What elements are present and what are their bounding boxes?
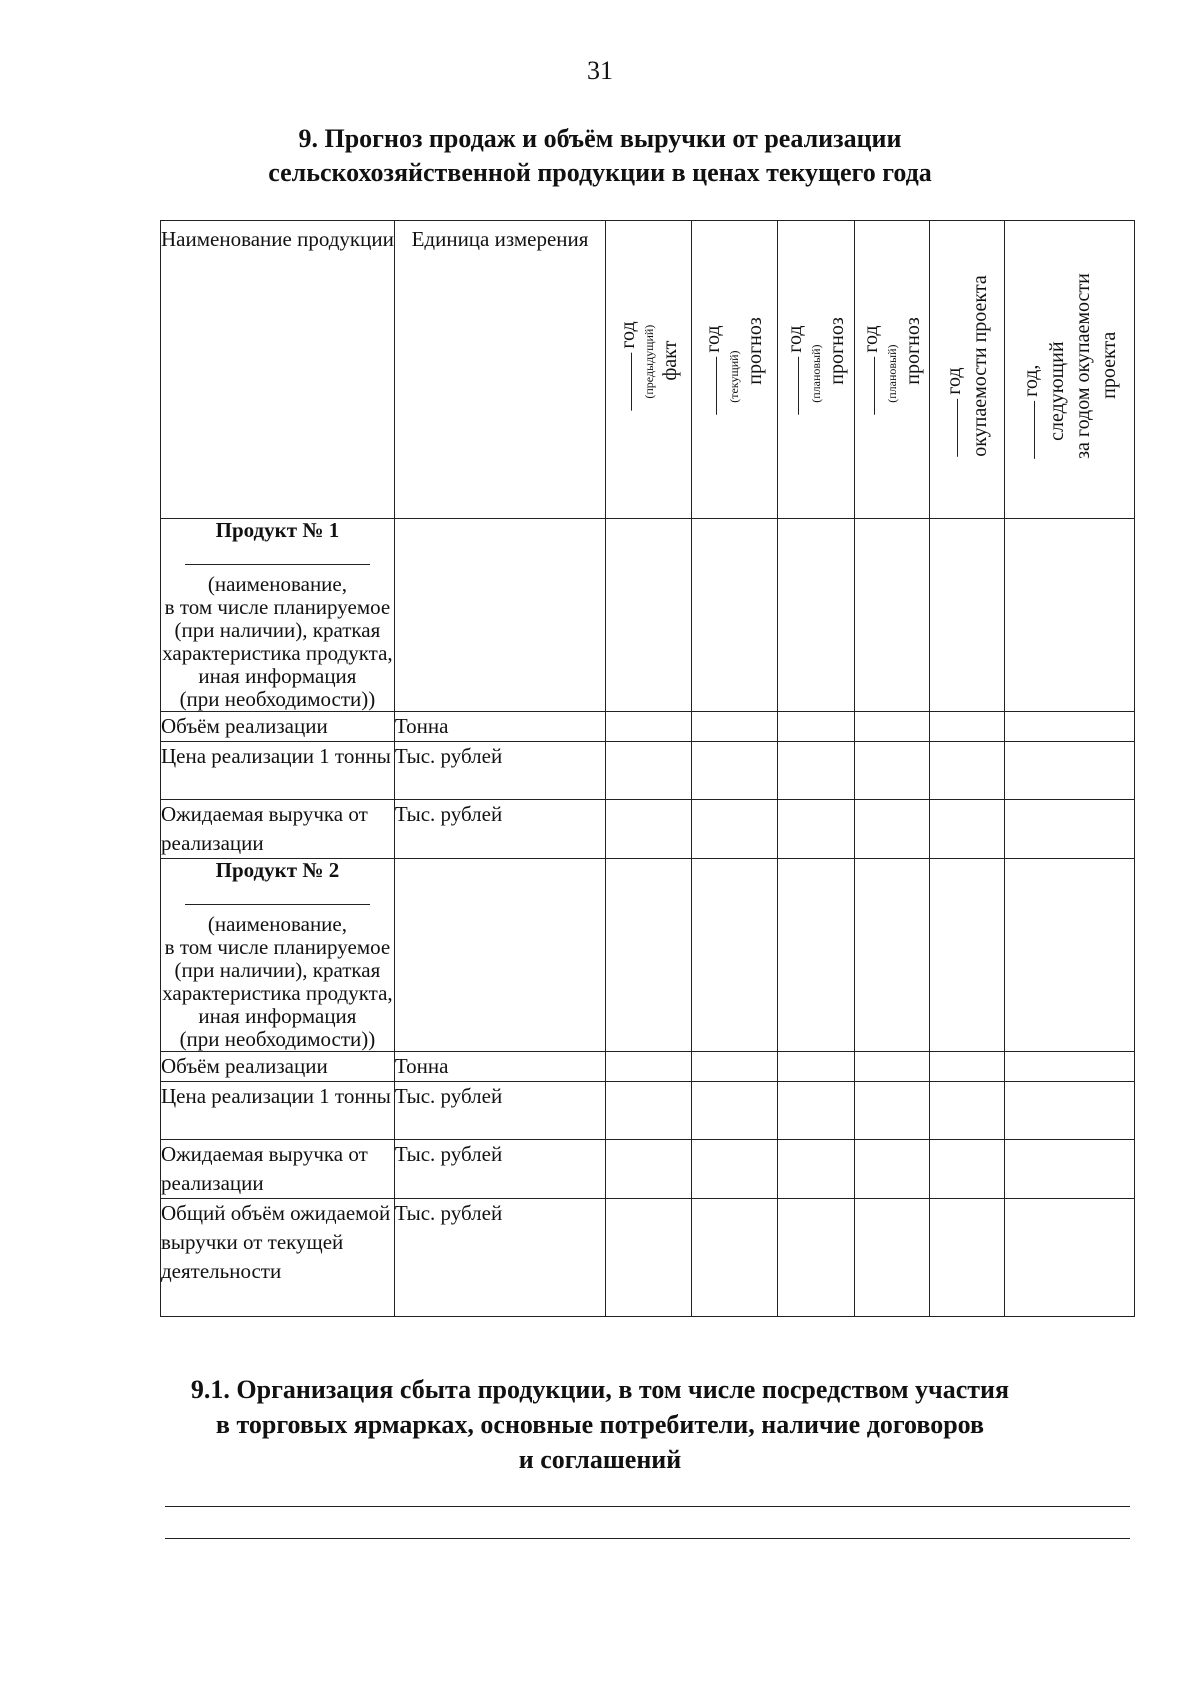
header-prev-kind: факт: [658, 340, 681, 381]
header-current-year-word: год: [702, 325, 725, 353]
section-title-line-2: сельскохозяйственной продукции в ценах текущего года: [268, 158, 932, 187]
row-unit: Тонна: [394, 712, 605, 742]
header-row: [161, 221, 1135, 519]
header-prev-year-word: год: [616, 321, 639, 349]
table-row: [161, 712, 1135, 742]
subsection-title-line-1: 9.1. Организация сбыта продукции, в том числе посредством участия: [190, 1375, 1010, 1404]
table-row: [161, 1140, 1135, 1199]
total-row: [161, 1199, 1135, 1317]
product-1-row: [161, 519, 1135, 712]
header-name: Наименование продукции: [161, 221, 395, 519]
header-next-year: [1005, 221, 1135, 519]
product-1-cell: [161, 519, 395, 712]
header-plan2-year-word: год: [860, 325, 883, 353]
header-plan1-kind: прогноз: [825, 317, 848, 385]
section-title: [0, 122, 1200, 190]
header-payback-year-word: год: [943, 367, 966, 395]
table-row: [161, 1082, 1135, 1140]
product-2-cell: [161, 859, 395, 1052]
header-plan2-note: (плановый): [885, 344, 900, 403]
product-1-note-5: иная информация: [198, 664, 357, 688]
answer-line-1: [165, 1506, 1130, 1507]
header-next-line3: за годом окупаемости: [1071, 273, 1094, 459]
table-row: [161, 1052, 1135, 1082]
header-next-line2: следующий: [1045, 341, 1068, 441]
product-2-note-4: характеристика продукта,: [162, 981, 393, 1005]
header-current-year: [691, 221, 777, 519]
header-payback-kind: окупаемости проекта: [969, 275, 992, 457]
header-current-kind: прогноз: [744, 317, 767, 385]
row-unit: Тонна: [394, 1052, 605, 1082]
subsection-title-line-2: в торговых ярмарках, основные потребители, наличие договоров: [215, 1410, 985, 1439]
product-2-note-2: в том числе планируемое: [164, 935, 391, 959]
header-plan1-year: [777, 221, 854, 519]
product-1-note-1: (наименование,: [207, 572, 347, 596]
total-row-unit: Тыс. рублей: [394, 1199, 605, 1317]
product-2-note-5: иная информация: [198, 1004, 357, 1028]
product-2-note-6: (при необходимости)): [179, 1027, 376, 1051]
product-1-title: Продукт № 1: [215, 518, 340, 542]
subsection-title-line-3: и соглашений: [518, 1445, 682, 1474]
header-current-note: (текущий): [727, 350, 742, 403]
row-unit: Тыс. рублей: [394, 800, 605, 859]
table-row: [161, 742, 1135, 800]
product-1-note-4: характеристика продукта,: [162, 641, 393, 665]
row-name: Объём реализации: [161, 712, 395, 742]
header-plan1-year-word: год: [783, 325, 806, 353]
sales-forecast-table: [160, 220, 1135, 1317]
product-2-title: Продукт № 2: [215, 858, 340, 882]
row-name: Объём реализации: [161, 1052, 395, 1082]
header-next-year-word: год,: [1019, 364, 1042, 397]
header-unit: Единица измерения: [394, 221, 605, 519]
header-plan2-year: [855, 221, 930, 519]
product-2-row: [161, 859, 1135, 1052]
header-prev-year: [606, 221, 692, 519]
row-unit: Тыс. рублей: [394, 1082, 605, 1140]
row-unit: Тыс. рублей: [394, 1140, 605, 1199]
product-1-note-2: в том числе планируемое: [164, 595, 391, 619]
row-name: Цена реализации 1 тонны: [161, 742, 395, 800]
row-unit: Тыс. рублей: [394, 742, 605, 800]
subsection-title: [0, 1372, 1200, 1477]
section-title-line-1: 9. Прогноз продаж и объём выручки от реализации: [298, 124, 902, 153]
row-name: Цена реализации 1 тонны: [161, 1082, 395, 1140]
header-prev-note: (предыдущий): [641, 324, 656, 399]
header-payback-year: [930, 221, 1005, 519]
table-row: [161, 800, 1135, 859]
page-number: 31: [587, 56, 613, 85]
answer-line-2: [165, 1538, 1130, 1539]
row-name: Ожидаемая выручка от реализации: [161, 800, 395, 859]
row-name: Ожидаемая выручка от реализации: [161, 1140, 395, 1199]
header-next-line4: проекта: [1097, 331, 1120, 399]
product-1-note-6: (при необходимости)): [179, 687, 376, 711]
header-plan1-note: (плановый): [808, 344, 823, 403]
product-1-note-3: (при наличии), краткая: [174, 618, 381, 642]
product-2-note-1: (наименование,: [207, 912, 347, 936]
total-row-name: Общий объём ожидаемой выручки от текущей деятельности: [161, 1199, 395, 1317]
product-2-note-3: (при наличии), краткая: [174, 958, 381, 982]
header-plan2-kind: прогноз: [902, 317, 925, 385]
